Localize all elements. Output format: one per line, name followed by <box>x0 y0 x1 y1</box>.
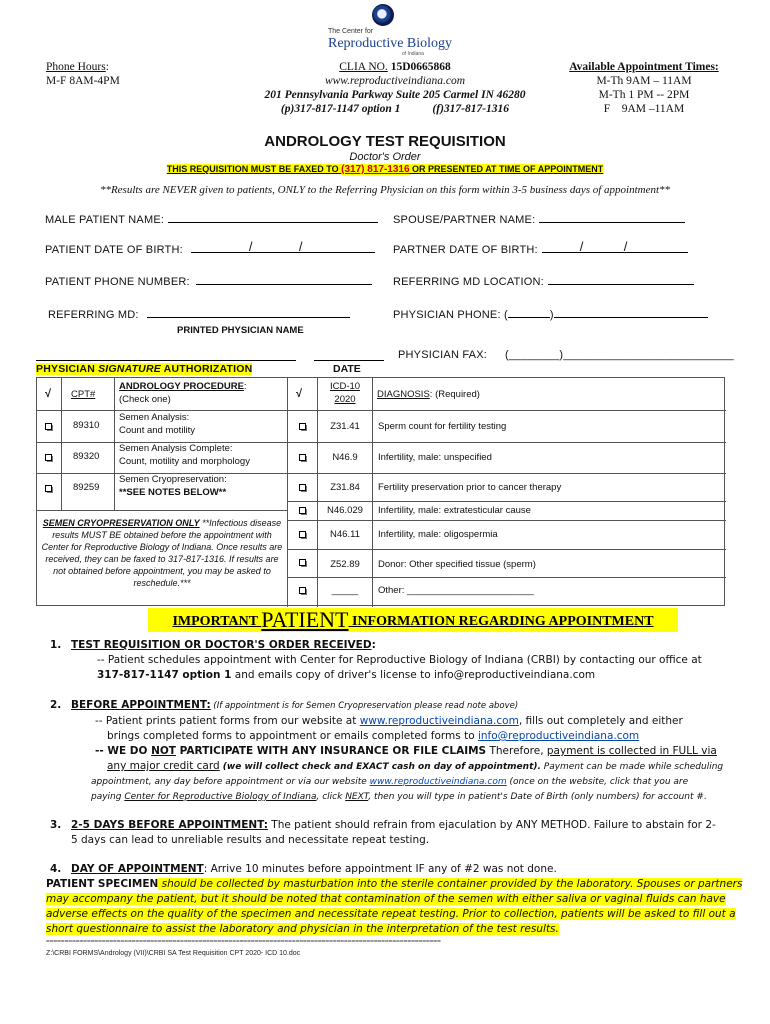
specimen-line4: short questionnaire to assist the laboratory and physician in the interpretation of the test results. <box>46 923 559 935</box>
step-3 <box>50 818 750 848</box>
fax-notice-number: (317) 817-1316 <box>341 164 410 175</box>
step-3-title: 2-5 DAYS BEFORE APPOINTMENT: <box>71 819 268 831</box>
clinic-fax: (f)317-817-1316 <box>432 103 510 115</box>
diagnosis-checkbox[interactable] <box>299 454 306 461</box>
procedure-desc-line2: **SEE NOTES BELOW** <box>119 487 227 498</box>
icd-header <box>318 380 372 406</box>
step-4-title: DAY OF APPOINTMENT <box>71 863 204 875</box>
crbi-logo <box>326 4 453 57</box>
important-heading-b: PATIENT <box>261 607 349 632</box>
patient-dob-slash1: / <box>248 239 253 254</box>
cpt-code: 89259 <box>73 482 100 493</box>
phone-hours-block <box>46 60 120 88</box>
specimen-line2: may accompany the patient, but it should be noted that contamination of the semen with either saliva or vaginal fluids can have <box>46 893 726 905</box>
physician-fax-label: PHYSICIAN FAX: <box>398 349 487 361</box>
footer-rule: ========================================================================================================== <box>46 938 441 945</box>
patient-phone-line[interactable] <box>196 274 372 285</box>
partner-dob-slash2: / <box>623 239 628 254</box>
icd-header-1: ICD-10 <box>329 381 361 392</box>
procedure-desc-line1: Semen Cryopreservation: <box>119 474 227 485</box>
step-2-line2a: brings completed forms to appointment or emails completed forms to <box>107 730 478 742</box>
patient-dob-slash2: / <box>298 239 303 254</box>
fax-notice <box>0 164 770 175</box>
diagnosis-other[interactable]: Other: ________________________ <box>378 585 534 596</box>
patient-phone-field[interactable] <box>45 274 372 288</box>
procedure-header-colon: : <box>243 381 247 392</box>
appointment-times-line2: M-Th 1 PM -- 2PM <box>598 89 690 101</box>
icd-code: N46.9 <box>332 452 358 463</box>
icd-code: Z52.89 <box>330 559 360 570</box>
step-4 <box>50 862 750 877</box>
icd-code: Z31.41 <box>330 421 360 432</box>
website-link-2[interactable]: www.reproductiveindiana.com <box>369 777 507 787</box>
procedure-desc <box>119 473 227 499</box>
check-header: √ <box>45 388 52 400</box>
cryo-note-body: **Infectious disease results MUST BE obtained before the appointment with Center for Reproductive Biology of Indiana. Once results are received, they can be faxed to 317-817-1316. If results are not obtained before appointment, you may be asked to reschedule.*** <box>41 518 283 588</box>
email-link[interactable]: info@reproductiveindiana.com <box>477 730 640 742</box>
step-2-note: (If appointment is for Semen Cryopreservation please read note above) <box>210 701 519 711</box>
step-1-phone: 317-817-1147 option 1 <box>97 669 232 681</box>
patient-dob-field[interactable] <box>45 239 375 256</box>
referring-md-label: REFERRING MD: <box>48 309 139 321</box>
procedure-header <box>119 380 247 406</box>
icd-code: N46.11 <box>330 529 360 540</box>
fax-notice-prefix: THIS REQUISITION MUST BE FAXED TO <box>166 164 342 174</box>
step-4-line1: : Arrive 10 minutes before appointment IF any of #2 was not done. <box>203 863 557 875</box>
printed-physician-name-caption: PRINTED PHYSICIAN NAME <box>177 325 304 336</box>
spouse-name-line[interactable] <box>539 212 685 223</box>
important-heading-c: INFORMATION REGARDING APPOINTMENT <box>348 614 654 629</box>
spouse-name-field[interactable] <box>393 212 685 226</box>
procedure-desc <box>119 411 195 437</box>
step-1-colon: : <box>371 639 376 651</box>
appointment-times-line1: M-Th 9AM – 11AM <box>596 75 692 87</box>
form-title: ANDROLOGY TEST REQUISITION <box>264 133 506 150</box>
step-2-line6e: , then you will type in patient's Date of Birth (only numbers) for account #. <box>368 792 707 802</box>
specimen-line1: should be collected by masturbation into the sterile container provided by the laboratory. Spouses or partners <box>158 878 743 890</box>
results-notice: **Results are NEVER given to patients, ONLY to the Referring Physician on this form within 3-5 business days of appointment** <box>99 184 671 196</box>
physician-fax-field[interactable] <box>398 349 734 361</box>
appointment-times-block <box>553 60 735 116</box>
step-2-insurance: PARTICIPATE WITH ANY INSURANCE OR FILE CLAIMS <box>175 745 487 757</box>
procedure-desc-line1: Semen Analysis: <box>119 412 190 423</box>
form-subtitle: Doctor's Order <box>349 151 421 163</box>
patient-phone-label: PATIENT PHONE NUMBER: <box>45 276 190 288</box>
date-line[interactable] <box>314 360 384 361</box>
signature-label-b: SIGNATURE <box>98 363 161 375</box>
signature-label-c: AUTHORIZATION <box>160 363 253 375</box>
specimen-label: PATIENT SPECIMEN <box>46 878 159 890</box>
physician-phone-number-line[interactable] <box>554 307 708 318</box>
signature-line[interactable] <box>36 360 296 361</box>
partner-dob-line[interactable] <box>542 239 688 254</box>
appointment-times-label: Available Appointment Times: <box>569 61 719 73</box>
male-patient-name-line[interactable] <box>168 212 378 223</box>
diagnosis-text: Infertility, male: extratesticular cause <box>378 505 531 516</box>
step-3-line2: 5 days can lead to unreliable results and necessitate repeat testing. <box>71 834 430 846</box>
procedure-desc-line2: Count and motility <box>119 425 196 436</box>
step-1-email-text: and emails copy of driver's license to info@reproductiveindiana.com <box>231 669 596 681</box>
step-2-payment: payment is collected in FULL via <box>546 745 717 757</box>
step-1-line1: -- Patient schedules appointment with Center for Reproductive Biology of Indiana (CRBI) by contacting our office at <box>97 654 702 666</box>
check-one-text: (Check one) <box>119 394 171 405</box>
patient-dob-label: PATIENT DATE OF BIRTH: <box>45 244 183 256</box>
cpt-code: 89310 <box>73 420 100 431</box>
step-3-line1: The patient should refrain from ejaculation by ANY METHOD. Failure to abstain for 2- <box>267 819 716 831</box>
signature-label-a: PHYSICIAN <box>36 363 99 375</box>
logo-small-text: The Center for <box>328 28 374 35</box>
phone-hours-label: Phone Hours <box>46 61 106 73</box>
diagnosis-checkbox[interactable] <box>299 423 306 430</box>
diagnosis-checkbox[interactable] <box>299 531 306 538</box>
procedure-desc-line1: Semen Analysis Complete: <box>119 443 233 454</box>
diagnosis-text: Sperm count for fertility testing <box>378 421 507 432</box>
clinic-website: www.reproductiveindiana.com <box>324 75 466 87</box>
clinic-info-block <box>230 60 560 116</box>
physician-phone-field[interactable] <box>393 307 708 321</box>
patient-dob-line[interactable] <box>191 239 375 254</box>
signature-label <box>36 363 252 375</box>
step-2-line1a: -- Patient prints patient forms from our website at <box>95 715 360 727</box>
phone-hours-colon: : <box>105 61 109 73</box>
step-1-num: 1. <box>50 639 62 651</box>
referring-md-field[interactable] <box>48 307 350 321</box>
logo-emblem-icon <box>372 4 394 26</box>
icd-code: Z31.84 <box>330 482 360 493</box>
date-label: DATE <box>333 363 361 375</box>
partner-dob-field[interactable] <box>393 239 688 256</box>
step-2-line6c: , click <box>316 792 346 802</box>
step-2-line5c: (once on the website, click that you are <box>506 777 689 787</box>
clinic-phone: (p)317-817-1147 option 1 <box>280 103 401 115</box>
icd-code-other[interactable]: _____ <box>331 585 359 596</box>
step-2-not: NOT <box>151 745 176 757</box>
procedure-desc-line2: Count, motility and morphology <box>119 456 250 467</box>
diagnosis-checkbox[interactable] <box>299 559 306 566</box>
referring-md-line[interactable] <box>147 307 350 318</box>
step-2-therefore: Therefore, <box>486 745 547 757</box>
important-heading <box>148 608 678 632</box>
procedure-header-text: ANDROLOGY PROCEDURE <box>119 381 244 392</box>
icd-header-2: 2020 <box>334 394 356 405</box>
specimen-line3: adverse effects on the quality of the specimen and necessitate repeat testing. Prior to collection, patients will be asked to fill out a <box>46 908 736 920</box>
step-1 <box>50 638 750 683</box>
diagnosis-text: Infertility, male: unspecified <box>378 452 492 463</box>
diagnosis-checkbox[interactable] <box>299 484 306 491</box>
step-3-num: 3. <box>50 819 62 831</box>
step-2-credit-card: any major credit card <box>107 760 220 772</box>
procedure-desc <box>119 442 250 468</box>
phone-hours-value: M-F 8AM-4PM <box>46 75 120 87</box>
physician-phone-close-paren: ) <box>549 309 554 321</box>
cpt-code: 89320 <box>73 451 100 462</box>
step-2-crbi: Center for Reproductive Biology of Indiana <box>124 792 317 802</box>
check-header-2: √ <box>296 388 303 400</box>
website-link[interactable]: www.reproductiveindiana.com <box>359 715 519 727</box>
procedure-checkbox-89320[interactable] <box>45 454 52 461</box>
diagnosis-text: Donor: Other specified tissue (sperm) <box>378 559 536 570</box>
procedure-diagnosis-table <box>36 377 725 606</box>
footer-file-path: Z:\CRBI FORMS\Andrology (VII)\CRBI SA Test Requisition CPT 2020- ICD 10.doc <box>46 950 301 957</box>
diagnosis-header <box>377 388 480 401</box>
spouse-name-label: SPOUSE/PARTNER NAME: <box>393 214 536 226</box>
specimen-paragraph <box>46 877 746 937</box>
cryo-note-head: SEMEN CRYOPRESERVATION ONLY <box>42 518 200 528</box>
diagnosis-text: Fertility preservation prior to cancer therapy <box>378 482 562 493</box>
diagnosis-text: Infertility, male: oligospermia <box>378 529 498 540</box>
step-2-cash-note: (we will collect check and EXACT cash on day of appointment). <box>219 762 541 772</box>
step-2-line1c: , fills out completely and either <box>518 715 683 727</box>
step-2 <box>50 698 760 805</box>
clia-number: 15D0665868 <box>390 61 451 73</box>
male-patient-name-label: MALE PATIENT NAME: <box>45 214 165 226</box>
referring-location-field[interactable] <box>393 274 694 288</box>
step-2-num: 2. <box>50 699 62 711</box>
important-heading-a: IMPORTANT <box>172 614 262 629</box>
icd-code: N46.029 <box>327 505 363 516</box>
procedure-checkbox-89310[interactable] <box>45 423 52 430</box>
appointment-times-line3: F 9AM –11AM <box>603 103 685 115</box>
logo-main-text: Reproductive Biology <box>328 36 453 51</box>
step-4-num: 4. <box>50 863 62 875</box>
step-1-title: TEST REQUISITION OR DOCTOR'S ORDER RECEIVED <box>71 639 372 651</box>
clinic-address: 201 Pennsylvania Parkway Suite 205 Carmel IN 46280 <box>264 89 526 101</box>
diagnosis-header-text: DIAGNOSIS <box>377 389 430 400</box>
referring-location-label: REFERRING MD LOCATION: <box>393 276 544 288</box>
step-2-scheduling: Payment can be made while scheduling <box>540 762 724 772</box>
procedure-checkbox-89259[interactable] <box>45 485 52 492</box>
logo-tiny-text: of Indiana <box>402 51 424 57</box>
male-patient-name-field[interactable] <box>45 212 378 226</box>
diagnosis-required: : (Required) <box>429 389 480 400</box>
physician-fax-blank[interactable]: (________)___________________________ <box>505 349 734 361</box>
referring-location-line[interactable] <box>548 274 694 285</box>
partner-dob-slash1: / <box>579 239 584 254</box>
clia-label: CLIA NO. <box>339 61 388 73</box>
physician-phone-label: PHYSICIAN PHONE: ( <box>393 309 508 321</box>
fax-notice-suffix: OR PRESENTED AT TIME OF APPOINTMENT <box>409 164 604 174</box>
step-2-line6a: paying <box>91 792 125 802</box>
cpt-header: CPT# <box>71 389 96 400</box>
physician-phone-area-line[interactable] <box>508 307 550 318</box>
step-2-title: BEFORE APPOINTMENT: <box>71 699 211 711</box>
diagnosis-checkbox[interactable] <box>299 507 306 514</box>
partner-dob-label: PARTNER DATE OF BIRTH: <box>393 244 538 256</box>
step-2-line3a: -- WE DO <box>95 745 152 757</box>
step-2-line5a: appointment, any day before appointment or via our website <box>91 777 370 787</box>
diagnosis-checkbox-other[interactable] <box>299 587 306 594</box>
cryo-note <box>41 517 283 589</box>
step-2-next: NEXT <box>345 792 369 802</box>
